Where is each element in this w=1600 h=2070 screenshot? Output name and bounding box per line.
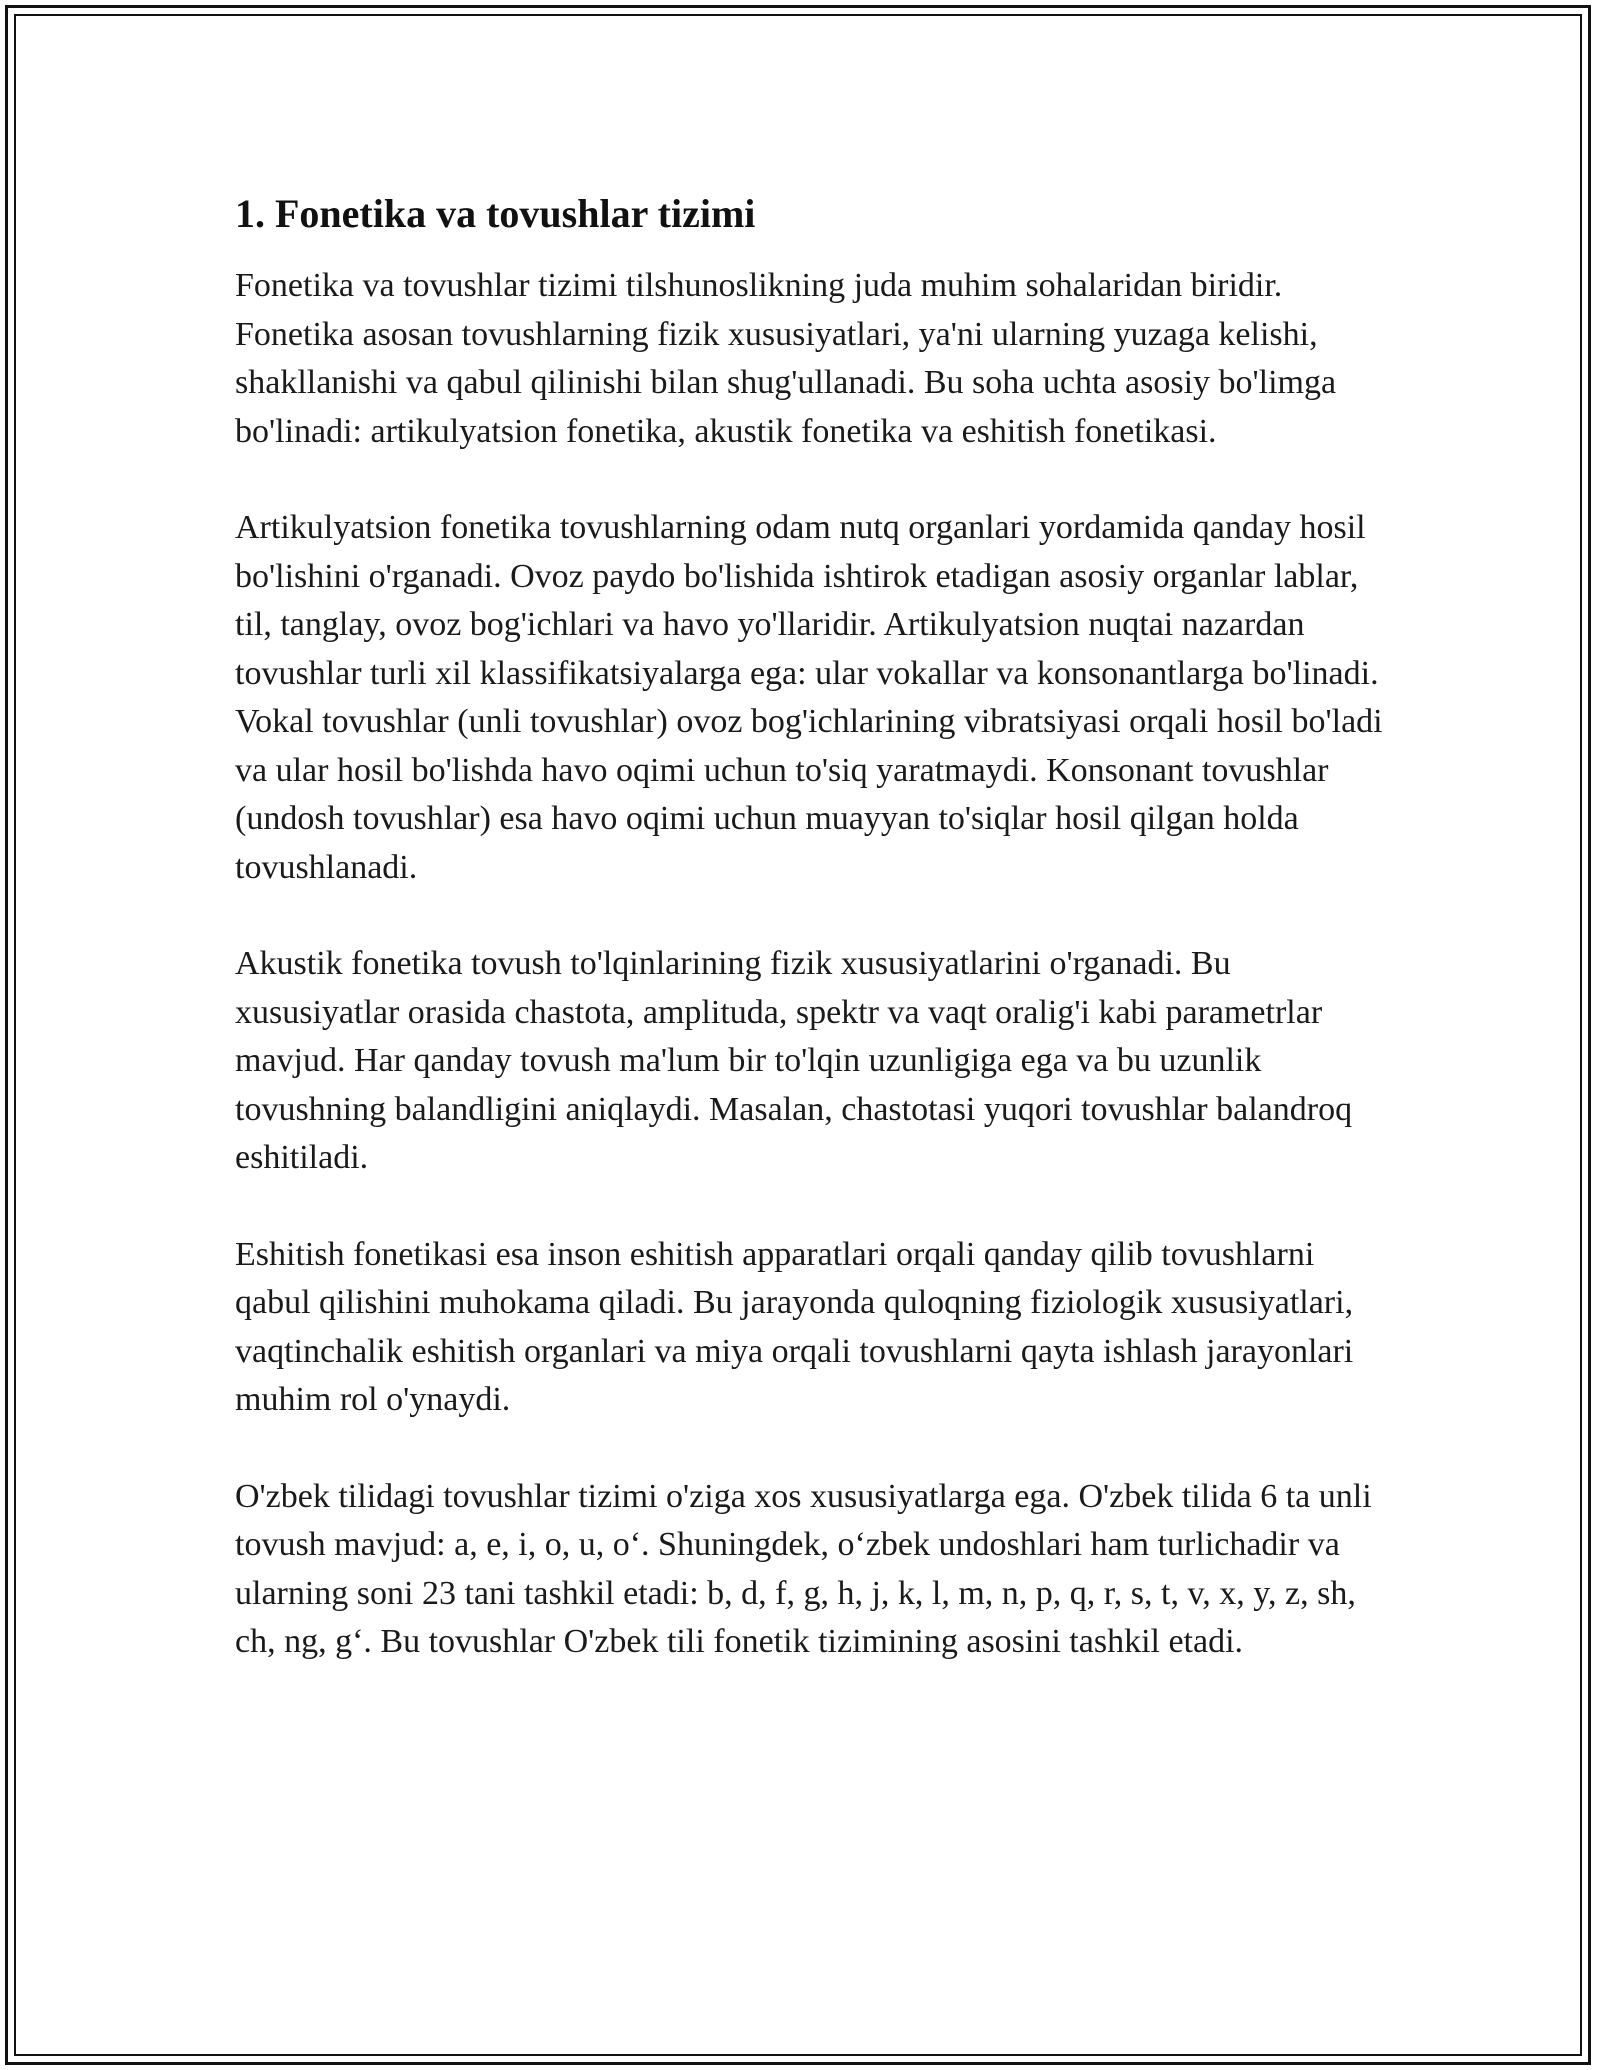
section-heading: 1. Fonetika va tovushlar tizimi — [235, 191, 756, 236]
document-body — [235, 186, 1385, 1715]
paragraph-intro: Fonetika va tovushlar tizimi tilshunoslikning juda muhim sohalaridan biridir. Fonetika asosan tovushlarning fizik xususiyatlari, ya'ni ularning yuzaga kelishi, shakllanishi va qabul qilinishi bilan shug'ullanadi. Bu soha uchta asosiy bo'limga bo'linadi: artikulyatsion fonetika, akustik fonetika va eshitish fonetikasi. — [235, 267, 1337, 450]
paragraph-uzbek-sounds: O'zbek tilidagi tovushlar tizimi o'ziga xos xususiyatlarga ega. O'zbek tilida 6 ta unli tovush mavjud: a, e, i, o, u, o‘. Shuningdek, o‘zbek undoshlari ham turlichadir va ularning soni 23 tani tashkil etadi: b, d, f, g, h, j, k, l, m, n, p, q, r, s, t, v, x, y, z, sh, ch, ng, g‘. Bu tovushlar O'zbek tili fonetik tizimining asosini tashkil etadi. — [235, 1477, 1372, 1660]
paragraph-acoustic: Akustik fonetika tovush to'lqinlarining fizik xususiyatlarini o'rganadi. Bu xususiyatlar orasida chastota, amplituda, spektr va vaqt oralig'i kabi parametrlar mavjud. Har qanday tovush ma'lum bir to'lqin uzunligiga ega va bu uzunlik tovushning balandligini aniqlaydi. Masalan, chastotasi yuqori tovushlar balandroq eshitiladi. — [235, 945, 1353, 1176]
paragraph-articulatory: Artikulyatsion fonetika tovushlarning odam nutq organlari yordamida qanday hosil bo'lishini o'rganadi. Ovoz paydo bo'lishida ishtirok etadigan asosiy organlar lablar, til, tanglay, ovoz bog'ichlari va havo yo'llaridir. Artikulyatsion nuqtai nazardan tovushlar turli xil klassifikatsiyalarga ega: ular vokallar va konsonantlarga bo'linadi. Vokal tovushlar (unli tovushlar) ovoz bog'ichlarining vibratsiyasi orqali hosil bo'ladi va ular hosil bo'lishda havo oqimi uchun to'siq yaratmaydi. Konsonant tovushlar (undosh tovushlar) esa havo oqimi uchun muayyan to'siqlar hosil qilgan holda tovushlanadi. — [235, 509, 1383, 886]
paragraph-auditory: Eshitish fonetikasi esa inson eshitish apparatlari orqali qanday qilib tovushlarni qabul qilishini muhokama qiladi. Bu jarayonda quloqning fiziologik xususiyatlari, vaqtinchalik eshitish organlari va miya orqali tovushlarni qayta ishlash jarayonlari muhim rol o'ynaydi. — [235, 1235, 1354, 1418]
